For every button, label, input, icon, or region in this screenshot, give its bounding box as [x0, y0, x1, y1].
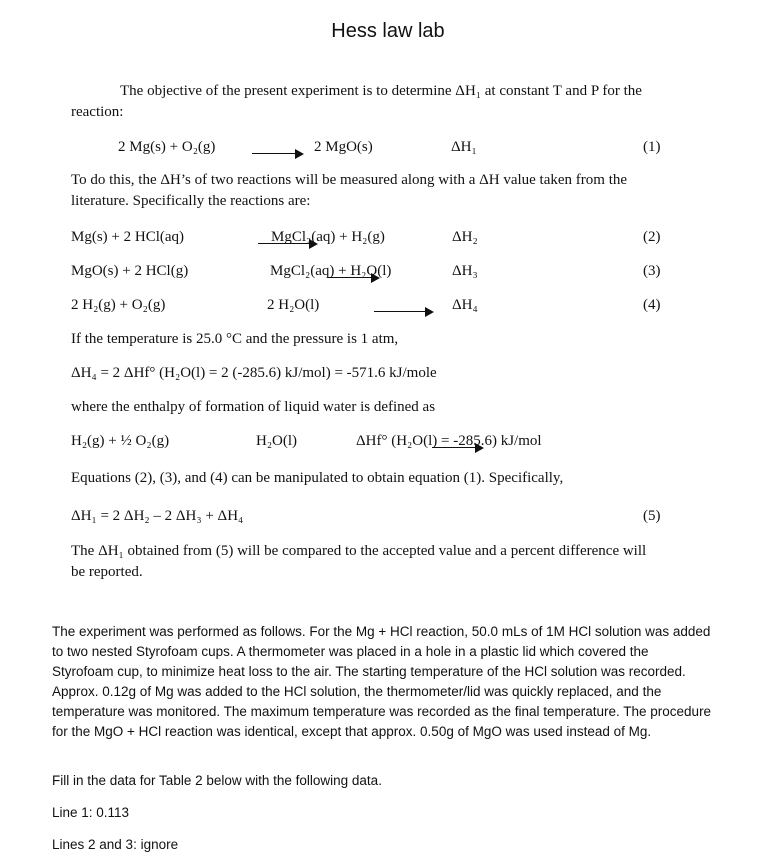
eq2-reactants: Mg(s) + 2 HCl(aq) — [71, 229, 185, 245]
objective-line-1: The objective of the present experiment is to determine ΔH₁ at constant T and P for the — [120, 83, 642, 99]
line-1-value: Line 1: 0.113 — [52, 805, 130, 820]
eq1-enthalpy: ΔH₁ — [451, 139, 477, 155]
todo-line-2: literature. Specifically the reactions are: — [71, 193, 311, 209]
procedure-paragraph: The experiment was performed as follows. For the Mg + HCl reaction, 50.0 mLs of 1M HCl solution was added to two nested Styrofoam cups. A thermometer was placed in a hole in a plastic lid which covered the Styrofoam cup, to minimize heat loss to the air. The starting temperature of the HCl solution was recorded. Approx. 0.12g of Mg was added to the HCl solution, the thermometer/lid was quickly replaced, and the temperature was monitored. The maximum temperature was recorded as the final temperature. The procedure for the MgO + HCl reaction was identical, except that approx. 0.50g of MgO was used instead of Mg. — [52, 624, 712, 739]
eq1-products: 2 MgO(s) — [314, 139, 373, 155]
lines-2-3-note: Lines 2 and 3: ignore — [52, 837, 179, 852]
eq4-enthalpy: ΔH₄ — [452, 297, 478, 313]
formation-reactants: H₂(g) + ½ O₂(g) — [71, 433, 170, 449]
eq5-expression: ΔH₁ = 2 ΔH₂ – 2 ΔH₃ + ΔH₄ — [71, 508, 244, 524]
eq5-number: (5) — [643, 508, 661, 524]
eq4-number: (4) — [643, 297, 661, 313]
formation-products: H₂O(l) — [256, 433, 298, 449]
todo-line-1: To do this, the ΔH’s of two reactions will be measured along with a ΔH value taken from the — [71, 172, 628, 188]
eq2-enthalpy: ΔH₂ — [452, 229, 478, 245]
eq1-reactants: 2 Mg(s) + O₂(g) — [118, 139, 216, 155]
dh4-equation: ΔH₄ = 2 ΔHf° (H₂O(l) = 2 (-285.6) kJ/mol) = -571.6 kJ/mole — [71, 365, 437, 381]
page-title: Hess law lab — [331, 20, 445, 42]
eq3-reactants: MgO(s) + 2 HCl(g) — [71, 263, 189, 279]
formation-enthalpy: ΔHf° (H₂O(l) = -285.6) kJ/mol — [356, 433, 542, 449]
manipulation-text: Equations (2), (3), and (4) can be manipulated to obtain equation (1). Specifically, — [71, 470, 564, 486]
eq4-products: 2 H₂O(l) — [267, 297, 320, 313]
eq3-products: MgCl₂(aq) + H₂O(l) — [270, 263, 392, 279]
eq2-products: MgCl₂(aq) + H₂(g) — [271, 229, 385, 245]
fill-instructions: Fill in the data for Table 2 below with the following data. — [52, 773, 382, 788]
eq4-reactants: 2 H₂(g) + O₂(g) — [71, 297, 166, 313]
eq2-number: (2) — [643, 229, 661, 245]
compare-line-1: The ΔH₁ obtained from (5) will be compared to the accepted value and a percent difference will — [71, 543, 647, 559]
objective-line-2: reaction: — [71, 104, 124, 120]
reaction-arrow-icon — [374, 307, 434, 317]
eq3-number: (3) — [643, 263, 661, 279]
compare-line-2: be reported. — [71, 564, 143, 580]
conditions-text: If the temperature is 25.0 °C and the pressure is 1 atm, — [71, 331, 399, 347]
formation-text: where the enthalpy of formation of liquid water is defined as — [71, 399, 436, 415]
eq3-enthalpy: ΔH₃ — [452, 263, 478, 279]
reaction-arrow-icon — [252, 149, 304, 159]
eq1-number: (1) — [643, 139, 661, 155]
